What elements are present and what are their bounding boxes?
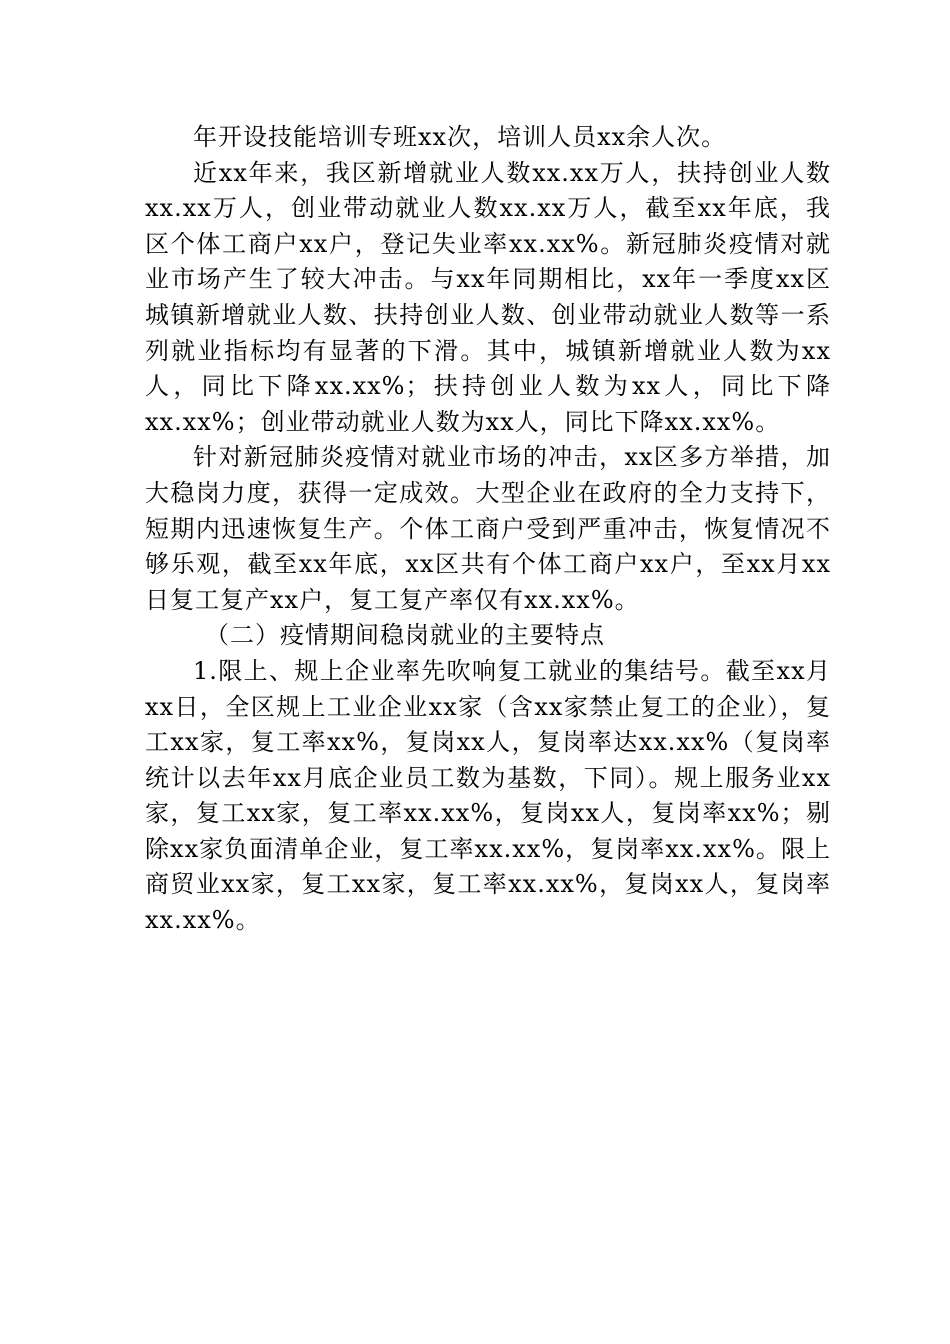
paragraph-stabilization-measures: 针对新冠肺炎疫情对就业市场的冲击，xx区多方举措，加大稳岗力度，获得一定成效。大型企业在政府的全力支持下，短期内迅速恢复生产。个体工商户受到严重冲击，恢复情况不够乐观，截至xx年底，xx区共有个体工商户xx户，至xx月xx日复工复产xx户，复工复产率仅有xx.xx%。 bbox=[145, 443, 831, 614]
paragraph-employment-statistics: 近xx年来，我区新增就业人数xx.xx万人，扶持创业人数xx.xx万人，创业带动就业人数xx.xx万人，截至xx年底，我区个体工商户xx户，登记失业率xx.xx%。新冠肺炎疫情对就业市场产生了较大冲击。与xx年同期相比，xx年一季度xx区城镇新增就业人数、扶持创业人数、创业带动就业人数等一系列就业指标均有显著的下滑。其中，城镇新增就业人数为xx人，同比下降xx.xx%；扶持创业人数为xx人，同比下降xx.xx%；创业带动就业人数为xx人，同比下降xx.xx%。 bbox=[145, 158, 831, 436]
paragraph-enterprise-resumption: 1.限上、规上企业率先吹响复工就业的集结号。截至xx月xx日，全区规上工业企业xx家（含xx家禁止复工的企业），复工xx家，复工率xx%，复岗xx人，复岗率达xx.xx%（复岗率统计以去年xx月底企业员工数为基数，下同）。规上服务业xx家，复工xx家，复工率xx.xx%，复岗xx人，复岗率xx%；剔除xx家负面清单企业，复工率xx.xx%，复岗率xx.xx%。限上商贸业xx家，复工xx家，复工率xx.xx%，复岗xx人，复岗率xx.xx%。 bbox=[145, 656, 831, 935]
paragraph-training-continuation: 年开设技能培训专班xx次，培训人员xx余人次。 bbox=[193, 123, 727, 151]
document-body bbox=[145, 120, 831, 939]
section-heading: （二）疫情期间稳岗就业的主要特点 bbox=[205, 621, 605, 650]
